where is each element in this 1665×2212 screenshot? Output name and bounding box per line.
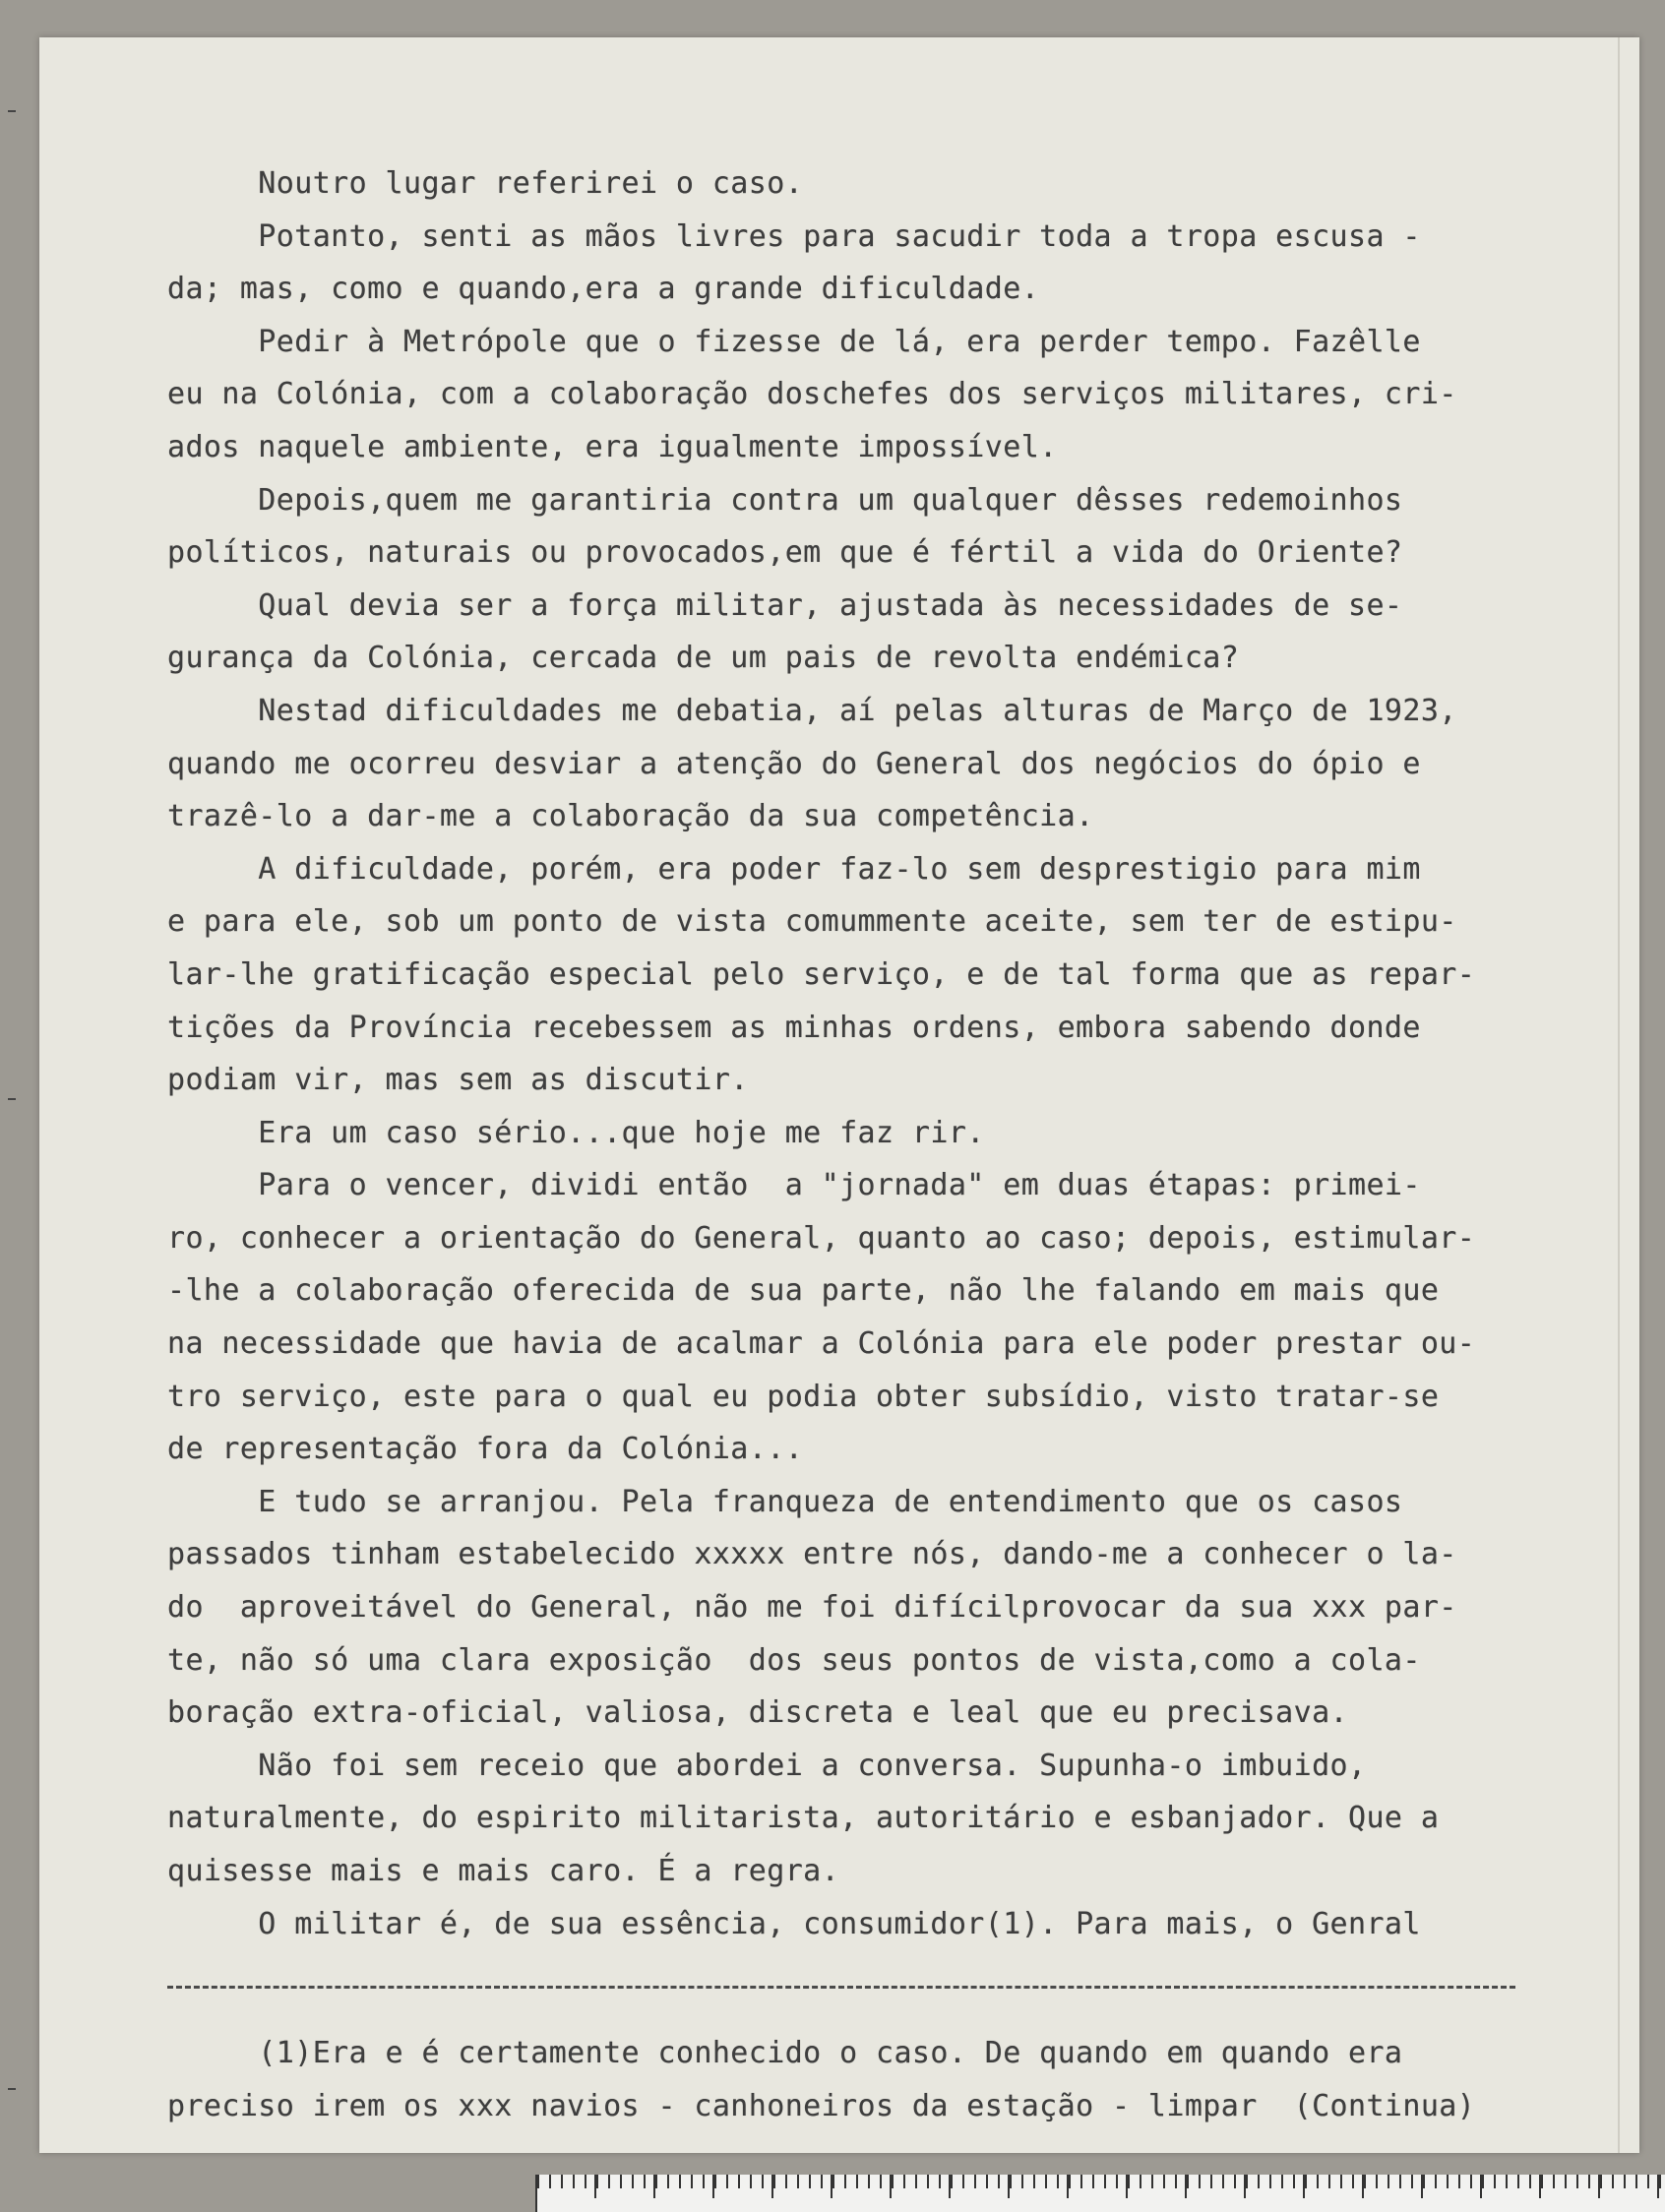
text-line: na necessidade que havia de acalmar a Colónia para ele poder prestar ou- — [167, 1326, 1476, 1362]
text-line: Depois,quem me garantiria contra um qualquer dêsses redemoinhos — [167, 482, 1403, 518]
text-line: ados naquele ambiente, era igualmente impossível. — [167, 429, 1058, 464]
text-line: Noutro lugar referirei o caso. — [167, 166, 804, 201]
text-line: Não foi sem receio que abordei a conversa. Supunha-o imbuido, — [167, 1748, 1367, 1783]
page-edge — [1618, 37, 1620, 2153]
text-line: lar-lhe gratificação especial pelo serviço, e de tal forma que as repar- — [167, 956, 1476, 992]
text-line: A dificuldade, porém, era poder faz-lo sem desprestigio para mim — [167, 851, 1421, 887]
text-line: do aproveitável do General, não me foi difícilprovocar da sua xxx par- — [167, 1590, 1457, 1626]
margin-mark — [8, 2088, 16, 2090]
text-line: Qual devia ser a força militar, ajustada às necessidades de se- — [167, 587, 1403, 623]
text-line: quando me ocorreu desviar a atenção do General dos negócios do ópio e — [167, 746, 1421, 781]
text-line: ro, conhecer a orientação do General, quanto ao caso; depois, estimular- — [167, 1220, 1476, 1256]
margin-mark — [8, 1098, 16, 1100]
text-line: de representação fora da Colónia... — [167, 1432, 804, 1467]
text-line: Nestad dificuldades me debatia, aí pelas alturas de Março de 1923, — [167, 693, 1457, 728]
text-line: da; mas, como e quando,era a grande dificuldade. — [167, 272, 1040, 307]
text-line: quisesse mais e mais caro. É a regra. — [167, 1854, 840, 1888]
text-line: podiam vir, mas sem as discutir. — [167, 1063, 749, 1098]
text-line: Pedir à Metrópole que o fizesse de lá, era perder tempo. Fazêlle — [167, 324, 1421, 359]
text-line: -lhe a colaboração oferecida de sua parte, não lhe falando em mais que — [167, 1273, 1440, 1309]
text-line: e para ele, sob um ponto de vista comummente aceite, sem ter de estipu- — [167, 904, 1457, 940]
text-line: políticos, naturais ou provocados,em que é fértil a vida do Oriente? — [167, 535, 1403, 571]
text-line: naturalmente, do espirito militarista, autoritário e esbanjador. Que a — [167, 1801, 1440, 1836]
text-line: tro serviço, este para o qual eu podia obter subsídio, visto tratar-se — [167, 1379, 1440, 1414]
body-text — [167, 157, 1574, 1950]
text-line: boração extra-oficial, valiosa, discreta e leal que eu precisava. — [167, 1695, 1348, 1731]
margin-mark — [8, 110, 16, 112]
text-line: Para o vencer, dividi então a "jornada" em duas étapas: primei- — [167, 1168, 1421, 1203]
text-line: E tudo se arranjou. Pela franqueza de entendimento que os casos — [167, 1484, 1403, 1519]
text-line: O militar é, de sua essência, consumidor(1). Para mais, o Genral — [167, 1906, 1421, 1941]
text-line: trazê-lo a dar-me a colaboração da sua competência. — [167, 799, 1094, 834]
text-line: eu na Colónia, com a colaboração doschefes dos serviços militares, cri- — [167, 377, 1457, 412]
footnote-separator — [167, 1986, 1515, 1989]
text-line: Potanto, senti as mãos livres para sacudir toda a tropa escusa - — [167, 218, 1421, 254]
footnote — [167, 2027, 1574, 2132]
text-line: tições da Província recebessem as minhas ordens, embora sabendo donde — [167, 1010, 1421, 1045]
text-line: te, não só uma clara exposição dos seus pontos de vista,como a cola- — [167, 1642, 1421, 1678]
typed-page — [39, 37, 1639, 2153]
text-line: passados tinham estabelecido xxxxx entre nós, dando-me a conhecer o la- — [167, 1537, 1457, 1572]
scale-ruler-major-ticks — [535, 2175, 1665, 2198]
footnote-line: (1)Era e é certamente conhecido o caso. De quando em quando era — [167, 2036, 1403, 2070]
footnote-line: preciso irem os xxx navios - canhoneiros da estação - limpar (Continua) — [167, 2088, 1476, 2123]
text-line: Era um caso sério...que hoje me faz rir. — [167, 1115, 985, 1150]
text-line: gurança da Colónia, cercada de um pais de revolta endémica? — [167, 641, 1240, 676]
